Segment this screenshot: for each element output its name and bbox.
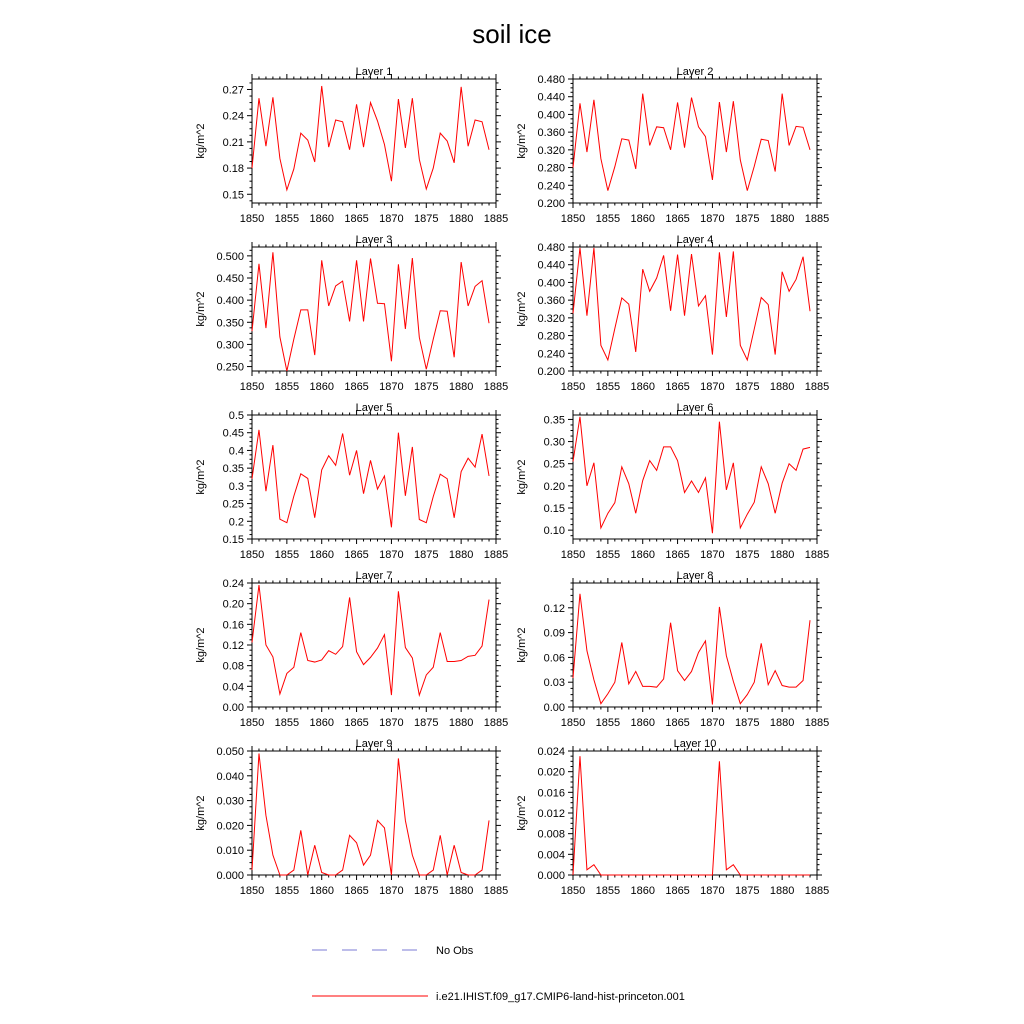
x-tick-label: 1865 <box>344 381 369 393</box>
y-tick-label: 0.000 <box>216 870 244 882</box>
x-tick-label: 1865 <box>344 717 369 729</box>
panel-title: Layer 2 <box>676 66 714 78</box>
x-tick-label: 1855 <box>595 717 621 729</box>
x-tick-label: 1865 <box>665 885 690 897</box>
x-tick-label: 1870 <box>700 885 725 897</box>
y-tick-label: 0.12 <box>543 602 565 615</box>
x-tick-label: 1860 <box>309 381 334 393</box>
x-tick-label: 1855 <box>274 213 300 225</box>
plot-frame <box>252 751 496 875</box>
x-tick-label: 1870 <box>379 549 404 561</box>
x-tick-label: 1875 <box>735 549 760 561</box>
y-tick-label: 0.25 <box>543 458 565 471</box>
series-line <box>252 585 489 695</box>
panel-title: Layer 4 <box>676 234 714 246</box>
y-axis-label: kg/m^2 <box>516 459 528 495</box>
panel-layer-9 <box>195 738 508 897</box>
x-tick-label: 1875 <box>414 549 439 561</box>
y-tick-label: 0.020 <box>216 820 244 833</box>
x-tick-label: 1860 <box>630 213 655 225</box>
y-tick-label: 0.300 <box>216 339 244 352</box>
panel-title: Layer 1 <box>355 66 393 78</box>
x-tick-label: 1855 <box>274 381 300 393</box>
x-tick-label: 1850 <box>560 381 586 393</box>
x-tick-label: 1860 <box>630 549 655 561</box>
y-tick-label: 0.5 <box>228 410 244 422</box>
panel-title: Layer 9 <box>355 738 393 750</box>
x-tick-label: 1885 <box>483 381 509 393</box>
y-tick-label: 0.008 <box>537 828 565 841</box>
x-tick-label: 1865 <box>665 717 690 729</box>
y-tick-label: 0.4 <box>228 445 244 458</box>
x-tick-label: 1850 <box>560 549 586 561</box>
y-tick-label: 0.400 <box>216 295 244 308</box>
series-line <box>573 756 810 875</box>
y-tick-label: 0.2 <box>228 516 244 529</box>
x-tick-label: 1850 <box>560 717 586 729</box>
x-tick-label: 1870 <box>700 213 725 225</box>
y-axis-label: kg/m^2 <box>195 459 207 495</box>
y-tick-label: 0.35 <box>222 463 244 476</box>
panel-layer-2 <box>516 66 829 225</box>
x-tick-label: 1885 <box>483 549 509 561</box>
x-tick-label: 1875 <box>414 213 439 225</box>
y-tick-label: 0.320 <box>537 144 565 157</box>
x-tick-label: 1885 <box>804 549 830 561</box>
plot-frame <box>573 583 817 707</box>
x-tick-label: 1865 <box>665 549 690 561</box>
x-tick-label: 1855 <box>595 549 621 561</box>
panel-layer-10 <box>516 738 829 897</box>
x-tick-label: 1865 <box>344 885 369 897</box>
x-tick-label: 1850 <box>239 381 265 393</box>
x-tick-label: 1860 <box>309 885 334 897</box>
y-tick-label: 0.030 <box>216 795 244 808</box>
y-tick-label: 0.500 <box>216 250 244 263</box>
y-tick-label: 0.10 <box>543 525 565 538</box>
series-line <box>573 248 810 360</box>
series-line <box>252 753 489 875</box>
y-tick-label: 0.440 <box>537 91 565 104</box>
x-tick-label: 1885 <box>804 381 830 393</box>
x-tick-label: 1875 <box>414 381 439 393</box>
x-tick-label: 1865 <box>665 213 690 225</box>
x-tick-label: 1885 <box>483 885 509 897</box>
y-tick-label: 0.24 <box>222 578 244 590</box>
x-tick-label: 1855 <box>274 717 300 729</box>
y-tick-label: 0.08 <box>222 660 244 673</box>
panel-title: Layer 5 <box>355 402 393 414</box>
y-tick-label: 0.25 <box>222 498 244 511</box>
x-tick-label: 1855 <box>274 549 300 561</box>
panel-title: Layer 10 <box>673 738 717 750</box>
panel-layer-6 <box>516 402 829 561</box>
y-tick-label: 0.040 <box>216 770 244 783</box>
panel-title: Layer 3 <box>355 234 393 246</box>
panel-layer-5 <box>195 402 508 561</box>
plot-frame <box>252 583 496 707</box>
y-tick-label: 0.27 <box>222 84 244 97</box>
y-tick-label: 0.400 <box>537 109 565 122</box>
x-tick-label: 1885 <box>804 717 830 729</box>
panel-layer-1 <box>195 66 508 225</box>
y-tick-label: 0.15 <box>222 534 244 546</box>
y-tick-label: 0.480 <box>537 242 565 254</box>
series-line <box>573 417 810 533</box>
y-tick-label: 0.350 <box>216 317 244 330</box>
x-tick-label: 1875 <box>735 885 760 897</box>
x-tick-label: 1875 <box>414 717 439 729</box>
x-tick-label: 1850 <box>239 717 265 729</box>
x-tick-label: 1880 <box>448 549 474 561</box>
y-tick-label: 0.03 <box>543 677 565 690</box>
y-tick-label: 0.30 <box>543 436 565 449</box>
x-tick-label: 1855 <box>595 381 621 393</box>
x-tick-label: 1870 <box>379 885 404 897</box>
y-tick-label: 0.15 <box>543 503 565 515</box>
y-tick-label: 0.15 <box>222 189 244 202</box>
series-line <box>573 94 810 191</box>
plot-frame <box>573 751 817 875</box>
y-tick-label: 0.04 <box>222 681 244 694</box>
y-tick-label: 0.320 <box>537 312 565 325</box>
x-tick-label: 1870 <box>379 717 404 729</box>
x-tick-label: 1860 <box>630 717 655 729</box>
y-tick-label: 0.20 <box>222 598 244 611</box>
y-tick-label: 0.440 <box>537 259 565 272</box>
panel-layer-8 <box>516 570 829 729</box>
panel-title: Layer 8 <box>676 570 714 582</box>
series-line <box>252 430 489 527</box>
y-tick-label: 0.020 <box>537 766 565 779</box>
y-tick-label: 0.250 <box>216 361 244 374</box>
y-tick-label: 0.21 <box>222 136 244 149</box>
figure-title: soil ice <box>472 19 552 49</box>
x-tick-label: 1860 <box>309 549 334 561</box>
x-tick-label: 1860 <box>630 381 655 393</box>
x-tick-label: 1850 <box>239 549 265 561</box>
legend <box>312 945 685 1003</box>
y-axis-label: kg/m^2 <box>195 123 207 159</box>
panel-layer-4 <box>516 234 829 393</box>
x-tick-label: 1880 <box>769 885 795 897</box>
y-tick-label: 0.240 <box>537 348 565 361</box>
x-tick-label: 1855 <box>274 885 300 897</box>
y-tick-label: 0.050 <box>216 746 244 758</box>
y-tick-label: 0.280 <box>537 162 565 175</box>
y-axis-label: kg/m^2 <box>516 795 528 831</box>
x-tick-label: 1860 <box>309 213 334 225</box>
plot-frame <box>573 415 817 539</box>
y-tick-label: 0.450 <box>216 273 244 285</box>
y-tick-label: 0.360 <box>537 295 565 308</box>
panel-title: Layer 7 <box>355 570 393 582</box>
x-tick-label: 1885 <box>483 213 509 225</box>
series-line <box>252 252 489 371</box>
x-tick-label: 1865 <box>665 381 690 393</box>
y-tick-label: 0.00 <box>543 702 565 714</box>
y-tick-label: 0.240 <box>537 180 565 193</box>
x-tick-label: 1870 <box>379 213 404 225</box>
y-tick-label: 0.20 <box>543 480 565 493</box>
y-axis-label: kg/m^2 <box>516 627 528 663</box>
y-tick-label: 0.480 <box>537 74 565 86</box>
y-axis-label: kg/m^2 <box>195 291 207 327</box>
x-tick-label: 1880 <box>448 717 474 729</box>
plot-frame <box>252 247 496 371</box>
y-tick-label: 0.45 <box>222 427 244 440</box>
y-tick-label: 0.024 <box>537 746 565 758</box>
plot-frame <box>252 415 496 539</box>
x-tick-label: 1870 <box>700 549 725 561</box>
y-tick-label: 0.004 <box>537 849 565 862</box>
x-tick-label: 1885 <box>804 213 830 225</box>
x-tick-label: 1880 <box>448 885 474 897</box>
panel-title: Layer 6 <box>676 402 714 414</box>
x-tick-label: 1875 <box>735 381 760 393</box>
y-tick-label: 0.200 <box>537 198 565 210</box>
x-tick-label: 1870 <box>379 381 404 393</box>
y-tick-label: 0.010 <box>216 845 244 858</box>
y-tick-label: 0.200 <box>537 366 565 378</box>
y-axis-label: kg/m^2 <box>195 795 207 831</box>
panel-layer-7 <box>195 570 508 729</box>
y-axis-label: kg/m^2 <box>516 123 528 159</box>
x-tick-label: 1865 <box>344 549 369 561</box>
x-tick-label: 1885 <box>804 885 830 897</box>
x-tick-label: 1885 <box>483 717 509 729</box>
y-tick-label: 0.400 <box>537 277 565 290</box>
legend-model-label: i.e21.IHIST.f09_g17.CMIP6-land-hist-princeton.001 <box>436 991 685 1003</box>
y-tick-label: 0.012 <box>537 808 565 820</box>
y-tick-label: 0.00 <box>222 702 244 714</box>
y-tick-label: 0.280 <box>537 330 565 343</box>
x-tick-label: 1875 <box>414 885 439 897</box>
y-tick-label: 0.09 <box>543 627 565 640</box>
y-tick-label: 0.06 <box>543 652 565 665</box>
x-tick-label: 1870 <box>700 717 725 729</box>
y-tick-label: 0.12 <box>222 640 244 652</box>
x-tick-label: 1855 <box>595 885 621 897</box>
x-tick-label: 1880 <box>448 381 474 393</box>
x-tick-label: 1880 <box>769 717 795 729</box>
x-tick-label: 1875 <box>735 213 760 225</box>
y-tick-label: 0.18 <box>222 163 244 176</box>
panel-layer-3 <box>195 234 508 393</box>
x-tick-label: 1850 <box>239 885 265 897</box>
x-tick-label: 1855 <box>595 213 621 225</box>
x-tick-label: 1865 <box>344 213 369 225</box>
series-line <box>573 594 810 705</box>
panels <box>195 66 829 897</box>
y-tick-label: 0.16 <box>222 619 244 632</box>
x-tick-label: 1860 <box>309 717 334 729</box>
x-tick-label: 1880 <box>448 213 474 225</box>
x-tick-label: 1875 <box>735 717 760 729</box>
legend-no-obs-label: No Obs <box>436 945 474 957</box>
y-tick-label: 0.360 <box>537 127 565 140</box>
x-tick-label: 1880 <box>769 381 795 393</box>
x-tick-label: 1880 <box>769 213 795 225</box>
y-tick-label: 0.24 <box>222 110 244 123</box>
y-tick-label: 0.35 <box>543 414 565 427</box>
x-tick-label: 1850 <box>560 885 586 897</box>
x-tick-label: 1850 <box>239 213 265 225</box>
y-tick-label: 0.000 <box>537 870 565 882</box>
y-axis-label: kg/m^2 <box>195 627 207 663</box>
x-tick-label: 1880 <box>769 549 795 561</box>
series-line <box>252 86 489 190</box>
x-tick-label: 1860 <box>630 885 655 897</box>
y-tick-label: 0.016 <box>537 787 565 800</box>
x-tick-label: 1850 <box>560 213 586 225</box>
x-tick-label: 1870 <box>700 381 725 393</box>
y-tick-label: 0.3 <box>228 480 244 493</box>
y-axis-label: kg/m^2 <box>516 291 528 327</box>
